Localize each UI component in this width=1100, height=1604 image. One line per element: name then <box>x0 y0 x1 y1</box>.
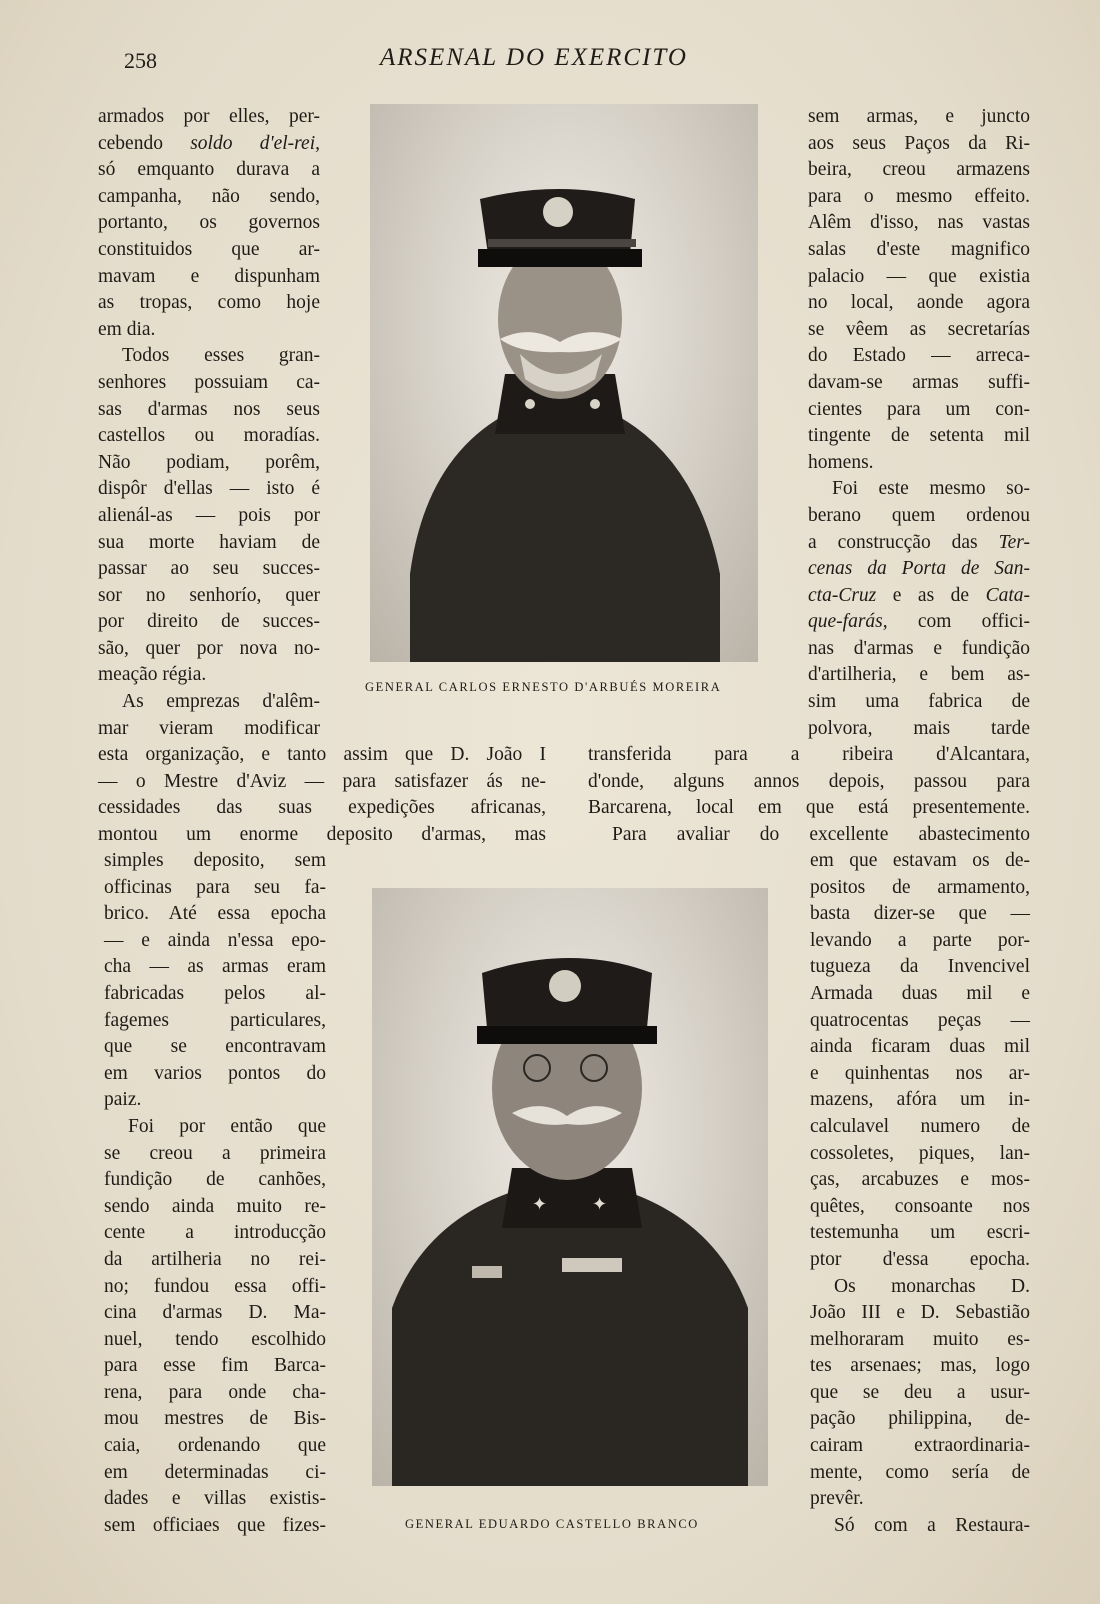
text-line: positos de armamento, <box>810 876 1030 898</box>
text-line: sim uma fabrica de <box>808 691 1030 713</box>
text-line: testemunha um escri- <box>810 1222 1030 1244</box>
text-line: em dia. <box>98 318 156 340</box>
text-line: Foi este mesmo so- <box>832 478 1030 500</box>
text-line: — o Mestre d'Aviz — para satisfazer ás ne- <box>98 770 546 792</box>
text-line: mou mestres de Bis- <box>104 1408 326 1430</box>
text-line: para esse fim Barca- <box>104 1355 326 1377</box>
text-line: que-farás, com offici- <box>808 611 1030 633</box>
text-line: do Estado — arreca- <box>808 345 1030 367</box>
text-line: fabricadas pelos al- <box>104 982 326 1004</box>
text-line: mar vieram modificar <box>98 717 320 739</box>
text-line: nas d'armas e fundição <box>808 637 1030 659</box>
text-line: Só com a Restaura- <box>834 1514 1030 1536</box>
text-line: cente a introducção <box>104 1222 326 1244</box>
portrait-general-moreira <box>370 104 758 662</box>
text-line: aos seus Paços da Ri- <box>808 132 1030 154</box>
text-line: ainda ficaram duas mil <box>810 1036 1030 1058</box>
text-line: cossoletes, piques, lan- <box>810 1142 1030 1164</box>
text-line: armados por elles, per- <box>98 106 320 127</box>
text-line: cina d'armas D. Ma- <box>104 1302 326 1324</box>
text-line: Alêm d'isso, nas vastas <box>808 212 1030 234</box>
text-line: fagemes particulares, <box>104 1009 326 1031</box>
text-line: sendo ainda muito re- <box>104 1195 326 1217</box>
right-column-bottom <box>810 848 1030 1539</box>
text-line: mazens, afóra um in- <box>810 1089 1030 1111</box>
text-line: brico. Até essa epocha <box>104 903 326 925</box>
svg-text:✦: ✦ <box>592 1194 608 1215</box>
text-line: constituidos que ar- <box>98 238 320 260</box>
text-line: Os monarchas D. <box>834 1275 1030 1297</box>
text-line: simples deposito, sem <box>104 850 326 871</box>
text-line: mavam e dispunham <box>98 265 320 287</box>
text-line: cientes para um con- <box>808 398 1030 420</box>
text-line: cebendo soldo d'el-rei, <box>98 132 320 154</box>
text-line: que se deu a usur- <box>810 1381 1030 1403</box>
text-line: d'artilheria, e bem as- <box>808 664 1030 686</box>
text-line: no; fundou essa offi- <box>104 1275 326 1297</box>
text-line: pação philippina, de- <box>810 1408 1030 1430</box>
svg-text:✦: ✦ <box>532 1194 548 1215</box>
text-line: fundição de canhões, <box>104 1169 326 1191</box>
text-line: tingente de setenta mil <box>808 425 1030 447</box>
text-line: sas d'armas nos seus <box>98 398 320 420</box>
text-line: prevêr. <box>810 1488 864 1510</box>
running-head: ARSENAL DO EXERCITO <box>380 44 688 71</box>
text-line: cta-Cruz e as de Cata- <box>808 584 1030 606</box>
text-line: tugueza da Invencivel <box>810 956 1030 978</box>
text-line: paiz. <box>104 1089 142 1111</box>
text-line: que se encontravam <box>104 1036 326 1058</box>
middle-right-block <box>588 742 1030 848</box>
text-line: homens. <box>808 451 874 473</box>
text-line: em varios pontos do <box>104 1062 326 1084</box>
text-line: palacio — que existia <box>808 265 1030 287</box>
text-line: dispôr d'ellas — isto é <box>98 478 320 500</box>
text-line: Foi por então que <box>128 1115 326 1137</box>
text-line: se creou a primeira <box>104 1142 326 1164</box>
text-line: no local, aonde agora <box>808 292 1030 314</box>
text-line: campanha, não sendo, <box>98 185 320 207</box>
text-line: castellos ou moradías. <box>98 425 320 447</box>
text-line: Não podiam, porêm, <box>98 451 320 473</box>
text-line: cha — as armas eram <box>104 956 326 978</box>
text-line: basta dizer-se que — <box>810 903 1030 925</box>
text-line: dades e villas existis- <box>104 1488 326 1510</box>
text-line: sua morte haviam de <box>98 531 320 553</box>
text-line: beira, creou armazens <box>808 159 1030 181</box>
text-line: as tropas, como hoje <box>98 292 320 314</box>
text-line: sem officiaes que fizes- <box>104 1514 326 1536</box>
text-line: passar ao seu succes- <box>98 558 320 580</box>
text-line: só emquanto durava a <box>98 159 320 181</box>
text-line: levando a parte por- <box>810 929 1030 951</box>
text-line: quatrocentas peças — <box>810 1009 1030 1031</box>
text-line: senhores possuiam ca- <box>98 371 320 393</box>
text-line: officinas para seu fa- <box>104 876 326 898</box>
text-line: mente, como sería de <box>810 1461 1030 1483</box>
text-line: esta organização, e tanto assim que D. João I <box>98 744 546 765</box>
text-line: cessidades das suas expedições africanas, <box>98 797 546 819</box>
text-line: portanto, os governos <box>98 212 320 234</box>
text-line: Armada duas mil e <box>810 982 1030 1004</box>
text-line: nuel, tendo escolhido <box>104 1328 326 1350</box>
caption-bottom-portrait: GENERAL EDUARDO CASTELLO BRANCO <box>405 1517 699 1531</box>
text-line: polvora, mais tarde <box>808 717 1030 739</box>
text-line: Todos esses gran- <box>122 345 320 367</box>
left-column-top <box>98 104 320 742</box>
text-line: rena, para onde cha- <box>104 1381 326 1403</box>
text-line: caia, ordenando que <box>104 1435 326 1457</box>
text-line: João III e D. Sebastião <box>810 1302 1030 1324</box>
text-line: alienál-as — pois por <box>98 504 320 526</box>
text-line: para o mesmo effeito. <box>808 185 1030 207</box>
text-line: em que estavam os de- <box>810 850 1030 871</box>
page-number: 258 <box>124 48 157 73</box>
text-line: quêtes, consoante nos <box>810 1195 1030 1217</box>
text-line: montou um enorme deposito d'armas, mas <box>98 823 546 845</box>
middle-left-block <box>98 742 546 848</box>
text-line: As emprezas d'alêm- <box>122 691 320 713</box>
text-line: Barcarena, local em que está presentemente. <box>588 797 1030 819</box>
text-line: tes arsenaes; mas, logo <box>810 1355 1030 1377</box>
text-line: d'onde, alguns annos depois, passou para <box>588 770 1030 792</box>
text-line: ças, arcabuzes e mos- <box>810 1169 1030 1191</box>
text-line: da artilheria no rei- <box>104 1248 326 1270</box>
text-line: berano quem ordenou <box>808 504 1030 526</box>
text-line: cairam extraordinaria- <box>810 1435 1030 1457</box>
text-line: transferida para a ribeira d'Alcantara, <box>588 744 1030 765</box>
right-column-top <box>808 104 1030 742</box>
text-line: meação régia. <box>98 664 207 686</box>
text-line: a construcção das Ter- <box>808 531 1030 553</box>
text-line: davam-se armas suffi- <box>808 371 1030 393</box>
text-line: melhoraram muito es- <box>810 1328 1030 1350</box>
text-line: cenas da Porta de San- <box>808 558 1030 580</box>
left-column-bottom <box>104 848 326 1539</box>
text-line: ptor d'essa epocha. <box>810 1248 1030 1270</box>
text-line: sor no senhorío, quer <box>98 584 320 606</box>
text-line: por direito de succes- <box>98 611 320 633</box>
text-line: em determinadas ci- <box>104 1461 326 1483</box>
caption-top-portrait: GENERAL CARLOS ERNESTO D'ARBUÉS MOREIRA <box>365 680 722 694</box>
portrait-general-castello-branco <box>372 888 768 1486</box>
text-line: calculavel numero de <box>810 1115 1030 1137</box>
text-line: salas d'este magnifico <box>808 238 1030 260</box>
text-line: se vêem as secretarías <box>808 318 1030 340</box>
text-line: são, quer por nova no- <box>98 637 320 659</box>
text-line: — e ainda n'essa epo- <box>104 929 326 951</box>
text-line: Para avaliar do excellente abastecimento <box>612 823 1030 845</box>
text-line: e quinhentas nos ar- <box>810 1062 1030 1084</box>
text-line: sem armas, e juncto <box>808 106 1030 127</box>
